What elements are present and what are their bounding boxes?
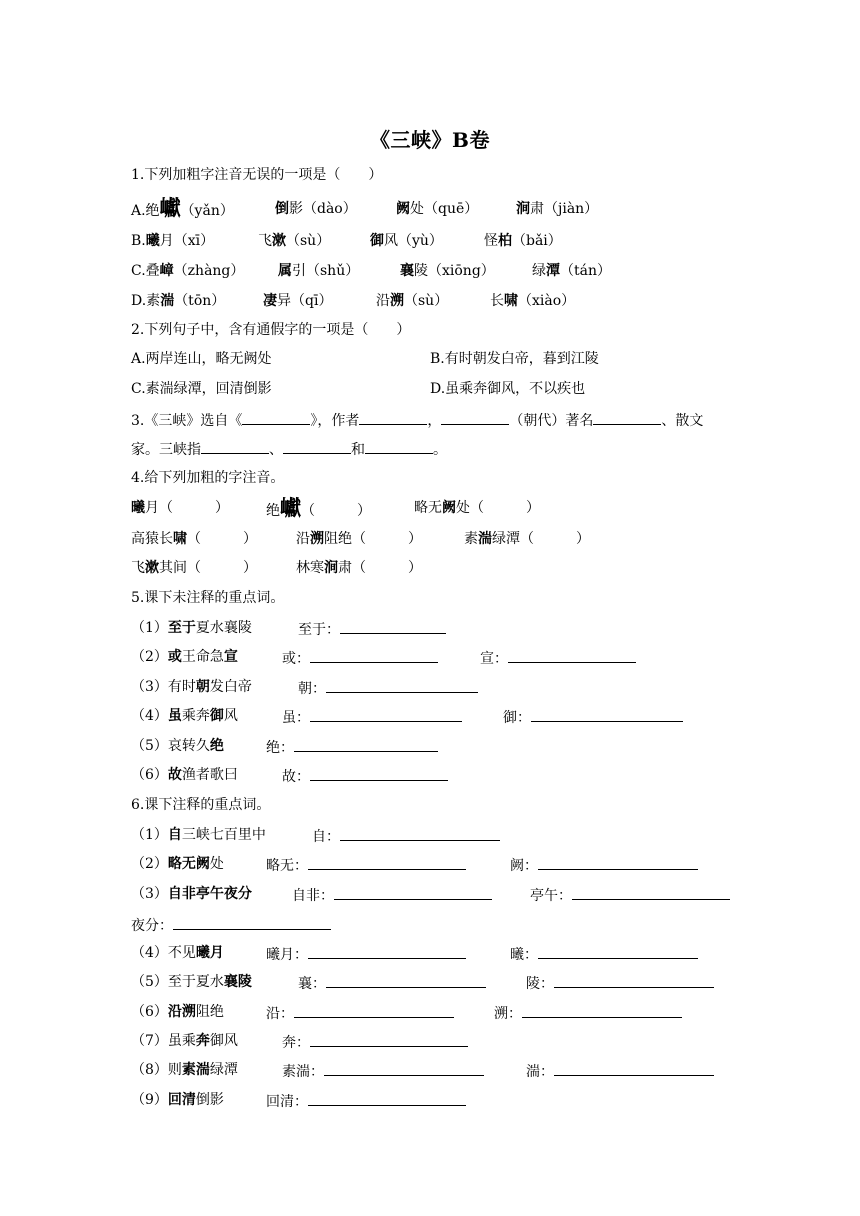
q6-answer: 夜分： — [131, 914, 331, 936]
q6-answer: 回清： — [266, 1090, 466, 1112]
q2-option-c: C.素湍绿潭，回清倒影 — [131, 381, 272, 397]
answer-blank[interactable] — [334, 884, 492, 900]
q4-item: 高猿长啸（ ） — [131, 531, 257, 547]
q5-answer: 御： — [503, 706, 683, 728]
q1-d-item3: 沿溯（sù） — [376, 293, 449, 309]
q5-answer: 朝： — [298, 677, 478, 699]
q1-d-item2: 凄异（qī） — [263, 293, 333, 309]
q2-option-d: D.虽乘奔御风，不以疾也 — [430, 381, 586, 397]
q5-answer: 绝： — [266, 736, 438, 758]
answer-blank[interactable] — [554, 972, 714, 988]
blank[interactable] — [242, 409, 310, 425]
q5-row: （5）哀转久绝 — [131, 738, 224, 754]
blank[interactable] — [359, 409, 427, 425]
page-title: 《三峡》B卷 — [370, 128, 490, 152]
blank[interactable] — [593, 409, 661, 425]
q6-answer: 曦月： — [266, 943, 466, 965]
blank[interactable] — [283, 438, 351, 454]
q6-answer: 亭午： — [530, 884, 730, 906]
answer-blank[interactable] — [531, 706, 683, 722]
blank[interactable] — [201, 438, 269, 454]
q6-row: （9）回清倒影 — [131, 1092, 224, 1108]
q5-answer: 虽： — [282, 706, 462, 728]
q4-item: 略无阙处（ ） — [414, 500, 540, 516]
answer-blank[interactable] — [173, 914, 331, 930]
blank[interactable] — [441, 409, 509, 425]
answer-blank[interactable] — [538, 943, 698, 959]
answer-blank[interactable] — [310, 765, 448, 781]
answer-blank[interactable] — [294, 1002, 454, 1018]
q3-line-2: 家。三峡指 、 和 。 — [131, 438, 447, 460]
blank[interactable] — [365, 438, 433, 454]
answer-blank[interactable] — [294, 736, 438, 752]
answer-blank[interactable] — [554, 1060, 714, 1076]
q6-answer: 略无： — [266, 854, 466, 876]
q6-answer: 奔： — [282, 1031, 468, 1053]
q4-item: 曦月（ ） — [131, 500, 229, 516]
q6-answer: 湍： — [526, 1060, 714, 1082]
answer-blank[interactable] — [310, 1031, 468, 1047]
q5-answer: 或： — [282, 647, 438, 669]
q6-row: （3）自非亭午夜分 — [131, 886, 252, 902]
q5-row: （6）故渔者歌曰 — [131, 767, 238, 783]
q1-c-item2: 属引（shǔ） — [278, 263, 360, 279]
answer-blank[interactable] — [340, 825, 500, 841]
q5-row: （4）虽乘奔御风 — [131, 708, 238, 724]
answer-blank[interactable] — [310, 706, 462, 722]
q1-a-item4: 涧肃（jiàn） — [516, 201, 599, 217]
q1-b-item3: 御风（yù） — [370, 233, 443, 249]
q1-option-b: B.曦月（xī） — [131, 233, 215, 249]
q6-row: （7）虽乘奔御风 — [131, 1033, 238, 1049]
q4-item: 飞漱其间（ ） — [131, 560, 257, 576]
q6-answer: 溯： — [494, 1002, 682, 1024]
q1-option-d: D.素湍（tōn） — [131, 293, 226, 309]
q1-b-item4: 怪柏（bǎi） — [484, 233, 562, 249]
q1-c-item4: 绿潭（tán） — [532, 263, 611, 279]
q1-b-item2: 飞漱（sù） — [258, 233, 331, 249]
answer-blank[interactable] — [308, 943, 466, 959]
answer-blank[interactable] — [538, 854, 698, 870]
q1-a-item3: 阙处（quē） — [396, 201, 479, 217]
q6-answer: 自非： — [292, 884, 492, 906]
q6-answer: 阙： — [510, 854, 698, 876]
q4-item: 沿溯阻绝（ ） — [296, 531, 422, 547]
answer-blank[interactable] — [572, 884, 730, 900]
q2-stem: 2.下列句子中，含有通假字的一项是（ ） — [131, 322, 411, 338]
q5-row: （1）至于夏水襄陵 — [131, 620, 252, 636]
q6-row: （4）不见曦月 — [131, 945, 224, 961]
q1-d-item4: 长啸（xiào） — [490, 293, 576, 309]
answer-blank[interactable] — [324, 1060, 484, 1076]
q6-answer: 自： — [312, 825, 500, 847]
q6-stem: 6.课下注释的重点词。 — [131, 797, 271, 813]
q5-stem: 5.课下未注释的重点词。 — [131, 590, 285, 606]
q4-item: 林寒涧肃（ ） — [296, 560, 422, 576]
q1-c-item3: 襄陵（xiōng） — [400, 263, 495, 279]
q6-answer: 沿： — [266, 1002, 454, 1024]
q3-line-1: 3.《三峡》选自《 》，作者 ， （朝代）著名 、散文 — [131, 409, 703, 431]
q5-row: （3）有时朝发白帝 — [131, 679, 252, 695]
q6-answer: 襄： — [298, 972, 486, 994]
q6-answer: 素湍： — [282, 1060, 484, 1082]
q6-row: （1）自三峡七百里中 — [131, 827, 266, 843]
q4-item: 绝巘（ ） — [266, 495, 371, 520]
q1-stem: 1.下列加粗字注音无误的一项是（ ） — [131, 167, 383, 183]
q1-a-item2: 倒影（dào） — [275, 201, 357, 217]
q1-option-c: C.叠嶂（zhàng） — [131, 263, 245, 279]
q2-option-b: B.有时朝发白帝，暮到江陵 — [430, 351, 599, 367]
q1-option-a: A.绝巘（yǎn） — [131, 195, 234, 220]
answer-blank[interactable] — [310, 647, 438, 663]
answer-blank[interactable] — [308, 1090, 466, 1106]
answer-blank[interactable] — [340, 618, 446, 634]
q5-answer: 宣： — [480, 647, 636, 669]
answer-blank[interactable] — [308, 854, 466, 870]
q6-row: （8）则素湍绿潭 — [131, 1062, 238, 1078]
q4-stem: 4.给下列加粗的字注音。 — [131, 470, 285, 486]
answer-blank[interactable] — [326, 972, 486, 988]
q6-row: （5）至于夏水襄陵 — [131, 974, 252, 990]
q2-option-a: A.两岸连山，略无阙处 — [131, 351, 272, 367]
q6-answer: 曦： — [510, 943, 698, 965]
q6-row: （6）沿溯阻绝 — [131, 1004, 224, 1020]
q5-answer: 至于： — [298, 618, 446, 640]
answer-blank[interactable] — [508, 647, 636, 663]
answer-blank[interactable] — [522, 1002, 682, 1018]
q6-row: （2）略无阙处 — [131, 856, 224, 872]
q5-row: （2）或王命急宣 — [131, 649, 238, 665]
q6-answer: 陵： — [526, 972, 714, 994]
answer-blank[interactable] — [326, 677, 478, 693]
q4-item: 素湍绿潭（ ） — [464, 531, 590, 547]
q5-answer: 故： — [282, 765, 448, 787]
